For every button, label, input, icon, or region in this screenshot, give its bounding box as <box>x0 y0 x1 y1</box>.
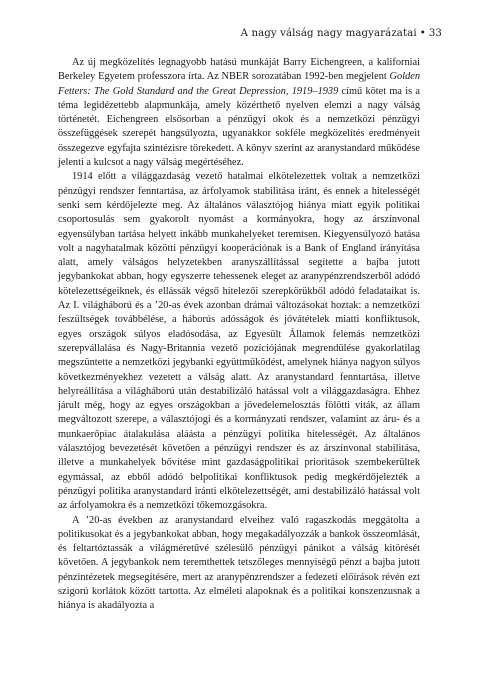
body-text <box>58 56 420 614</box>
running-head <box>241 28 442 39</box>
paragraph-1 <box>58 56 420 170</box>
book-title: Golden Fetters: The Gold Standard and the Great Depression, 1919–1939 <box>58 71 420 97</box>
bullet-separator: • <box>419 28 426 39</box>
chapter-title: A nagy válság nagy magyarázatai <box>240 28 417 39</box>
paragraph-1-start: Az új megközelítés legnagyobb hatású munkáját Barry Eichengreen, a kaliforniai Berkeley Egyetem professzora írta. Az NBER sorozatában 1992-ben megjelent <box>58 57 420 83</box>
page-number: 33 <box>428 28 442 39</box>
paragraph-3: A ’20-as években az aranystandard elveihez való ragaszkodás meggátolta a politikusokat és a jegybankokat abban, hogy megakadályozzák a bankok összeomlását, és feltartóztassák a világméretűvé szélesülő pénzügyi pánikot a válság kitörését követően. A jegybankok nem teremthettek tetszőleges mennyiségű pénzt a bajba jutott pénzintézetek megsegítésére, mert az aranypénzrendszer a fedezeti előírások révén ezt szigorú korlátok között tartotta. Az elméleti alapoknak és a politikai konszenzusnak a hiánya is akadályozta a <box>58 514 420 612</box>
paragraph-2: 1914 előtt a világgazdaság vezető hatalmai elkötelezettek voltak a nemzetközi pénzügyi rendszer fenntartása, az árfolyamok stabilitása iránt, és ennek a hitelességét senki sem kérdőjelezte meg. Az általános választójog hiánya miatt egyik politikai csoportosulás sem gyakorolt nyomást a kormányokra, hogy az árszínvonal egyensúlyban tartása helyett inkább munkahelyeket teremtsen. Kiegyensúlyozó hatása volt a nagyhatalmak közötti pénzügyi kooperációnak is a Bank of England irányítása alatt, amely válságos helyzetekben aranyszállítással segítette a bajba jutott jegybankokat abban, hogy egyszerre tehessenek eleget az aranypénzrendszerből adódó kötelezettségeiknek, és ellássák végső hitelezői szerepkörükből adódó feladataikat is. Az I. világháború és a ’20-as évek azonban drámai változásokat hoztak: a nemzetközi feszültségek továbbélése, a háborús adósságok és jóvátételek miatti konfliktusok, egyes országok súlyos eladósodása, az Egyesült Államok felemás nemzetközi szerepvállalása és Nagy-Britannia vezető pozíciójának megrendülése gyakorlatilag megszüntette a nemzetközi jegybanki együttműködést, amelynek hiánya nagyon súlyos következményekhez vezetett a válság alatt. Az aranystandard fenntartása, illetve helyreállítása a világháború után destabilizáló hatással volt a világgazdaságra. Ehhez járult még, hogy az egyes országokban a jövedelemelosztás fölötti viták, az állam megváltozott szerepe, a választójogi és a kormányzati rendszer, valamint az áru- és a munkaerőpiac átalakulása aláásta a pénzügyi politika hitelességét. Az általános választójog bevezetését követően a pénzügyi rendszer és az árszínvonal stabilitása, illetve a munkahelyek bővítése mint gazdaságpolitikai prioritások szembekerültek egymással, az ebből adódó belpolitikai konfliktusok pedig megkérdőjelezték a pénzügyi politika aranystandard iránti elkötelezettségét, ami destabilizáló hatással volt az árfolyamokra és a nemzetközi tőkemozgásokra. <box>58 171 420 512</box>
paragraph-1-end: című kötet ma is a téma legidézettebb alapmunkája, amely közérthető nyelven elemzi a nagy válság történetét. Eichengreen elsősorban a pénzügyi okok és a nemzetközi pénzügyi összefüggések szerepét hangsúlyozta, ugyanakkor sokféle megközelítés eredményeit összegezve egyfajta szintézisre törekedett. A könyv szerint az aranystandard működése jelenti a kulcsot a nagy válság megértéséhez. <box>58 85 421 169</box>
